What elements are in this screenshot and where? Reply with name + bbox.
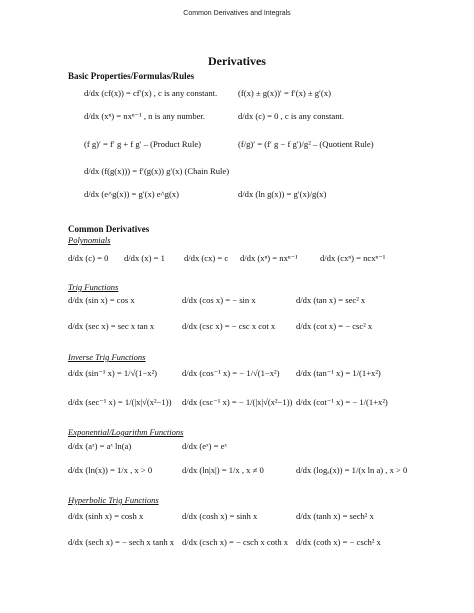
- formula-exp-chain: d/dx (e^g(x)) = g′(x) e^g(x): [84, 189, 179, 199]
- trig-sin: d/dx (sin x) = cos x: [68, 295, 135, 305]
- trig-cos: d/dx (cos x) = − sin x: [182, 295, 256, 305]
- formula-constant-multiple: d/dx (cf(x)) = cf′(x) , c is any constant.: [84, 88, 218, 98]
- hyp-tanh: d/dx (tanh x) = sech² x: [296, 511, 374, 521]
- inv-arcsin: d/dx (sin⁻¹ x) = 1/√(1−x²): [68, 368, 158, 378]
- hyp-sech: d/dx (sech x) = − sech x tanh x: [68, 537, 175, 547]
- poly-constant: d/dx (c) = 0: [68, 253, 109, 263]
- inv-arccot: d/dx (cot⁻¹ x) = − 1/(1+x²): [296, 397, 388, 407]
- poly-cxn: d/dx (cxⁿ) = ncxⁿ⁻¹: [320, 253, 386, 263]
- trig-cot: d/dx (cot x) = − csc² x: [296, 321, 373, 331]
- running-header: Common Derivatives and Integrals: [183, 10, 291, 17]
- trig-tan: d/dx (tan x) = sec² x: [296, 295, 366, 305]
- formula-sum-rule: (f(x) ± g(x))′ = f′(x) ± g′(x): [238, 88, 331, 98]
- log-base-a: d/dx (logₐ(x)) = 1/(x ln a) , x > 0: [296, 465, 408, 475]
- inv-arcsec: d/dx (sec⁻¹ x) = 1/(|x|√(x²−1)): [68, 397, 172, 407]
- page-title: Derivatives: [208, 54, 266, 68]
- section-common-heading: Common Derivatives: [68, 224, 150, 234]
- hyp-sinh: d/dx (sinh x) = cosh x: [68, 511, 144, 521]
- formula-log-chain: d/dx (ln g(x)) = g′(x)/g(x): [238, 189, 327, 199]
- trig-csc: d/dx (csc x) = − csc x cot x: [182, 321, 276, 331]
- hyp-cosh: d/dx (cosh x) = sinh x: [182, 511, 258, 521]
- subsection-polynomials: Polynomials: [68, 235, 111, 245]
- subsection-exp-log: Exponential/Logarithm Functions: [68, 427, 184, 437]
- section-basic-heading: Basic Properties/Formulas/Rules: [68, 71, 195, 81]
- formula-power-rule: d/dx (xⁿ) = nxⁿ⁻¹ , n is any number.: [84, 111, 205, 121]
- subsection-hyperbolic: Hyperbolic Trig Functions: [68, 495, 159, 505]
- inv-arctan: d/dx (tan⁻¹ x) = 1/(1+x²): [296, 368, 381, 378]
- log-ln-x: d/dx (ln(x)) = 1/x , x > 0: [68, 465, 153, 475]
- poly-x: d/dx (x) = 1: [124, 253, 165, 263]
- formula-constant-zero: d/dx (c) = 0 , c is any constant.: [238, 111, 345, 121]
- hyp-csch: d/dx (csch x) = − csch x coth x: [182, 537, 289, 547]
- log-ln-abs-x: d/dx (ln|x|) = 1/x , x ≠ 0: [182, 465, 264, 475]
- exp-e-x: d/dx (eˣ) = eˣ: [182, 441, 227, 451]
- trig-sec: d/dx (sec x) = sec x tan x: [68, 321, 155, 331]
- exp-a-x: d/dx (aˣ) = aˣ ln(a): [68, 441, 132, 451]
- hyp-coth: d/dx (coth x) = − csch² x: [296, 537, 381, 547]
- inv-arccos: d/dx (cos⁻¹ x) = − 1/√(1−x²): [182, 368, 280, 378]
- formula-product-rule: (f g)′ = f′ g + f g′ – (Product Rule): [84, 139, 202, 149]
- subsection-inverse-trig: Inverse Trig Functions: [68, 352, 146, 362]
- formula-chain-rule: d/dx (f(g(x))) = f′(g(x)) g′(x) (Chain Rule): [84, 166, 230, 176]
- formula-quotient-rule: (f/g)′ = (f′ g − f g′)/g² – (Quotient Rule): [238, 139, 374, 149]
- poly-cx: d/dx (cx) = c: [184, 253, 229, 263]
- subsection-trig: Trig Functions: [68, 282, 119, 292]
- poly-xn: d/dx (xⁿ) = nxⁿ⁻¹: [240, 253, 298, 263]
- inv-arccsc: d/dx (csc⁻¹ x) = − 1/(|x|√(x²−1)): [182, 397, 293, 407]
